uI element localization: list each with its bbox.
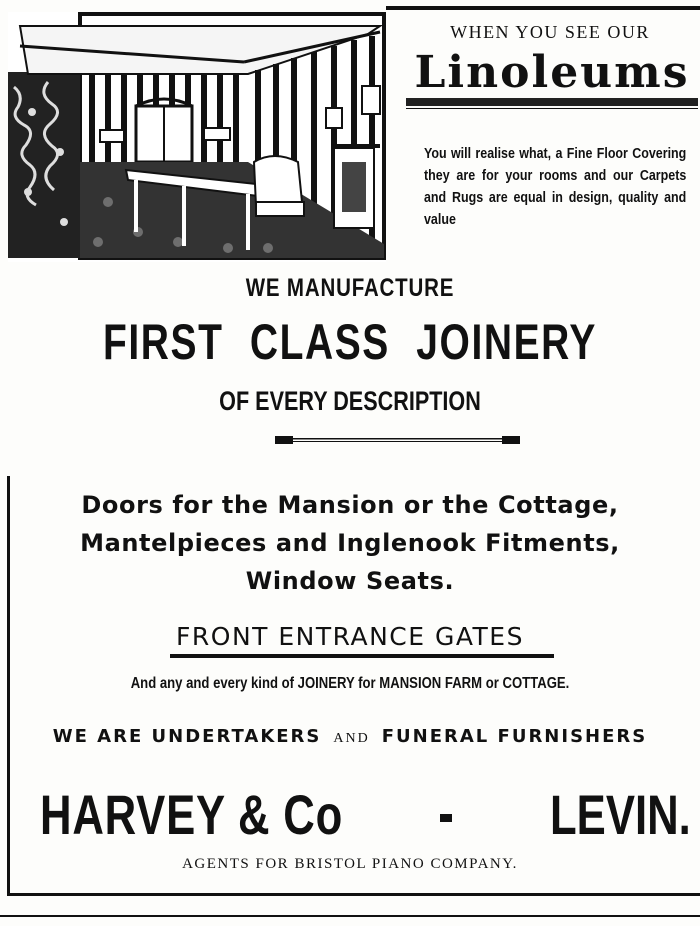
linoleums-thin-rule [406,108,698,109]
undertakers-part-a: WE ARE UNDERTAKERS [52,726,322,747]
doors-line-2: Mantelpieces and Inglenook Fitments, [80,529,620,557]
doors-line-1: Doors for the Mansion or the Cottage, [81,491,619,519]
ornamental-divider [275,436,520,444]
doors-list [0,486,700,600]
when-you-see-heading: WHEN YOU SEE OUR [450,22,650,42]
first-class-joinery-headline: FIRST CLASS JOINERY [102,314,597,370]
box-bottom-border [7,893,700,896]
linoleums-title: Linoleums [414,47,690,98]
front-entrance-gates-heading: FRONT ENTRANCE GATES [176,622,524,651]
fine-floor-covering-text: You will realise what, a Fine Floor Covering they are for your rooms and our Carpets and Rugs are equal in design, quality and value [424,146,687,228]
gates-underline [170,654,554,658]
company-name: HARVEY & Co [40,783,344,846]
we-manufacture-line: WE MANUFACTURE [245,274,455,302]
undertakers-line [0,726,700,747]
every-description-line: OF EVERY DESCRIPTION [219,386,481,416]
bristol-piano-agents-line: AGENTS FOR BRISTOL PIANO COMPANY. [182,856,518,872]
town-name: LEVIN. [550,783,691,846]
any-kind-of-joinery-line: And any and every kind of JOINERY for MANSION FARM or COTTAGE. [130,675,570,692]
undertakers-part-b: FUNERAL FURNISHERS [381,726,648,747]
top-border-rule [386,6,700,10]
undertakers-and: AND [333,731,370,746]
room-interior-illustration [8,12,386,262]
doors-line-3: Window Seats. [245,567,455,595]
name-town-separator [440,814,452,822]
bottom-page-rule [0,915,700,917]
linoleums-underline-bar [406,98,698,106]
